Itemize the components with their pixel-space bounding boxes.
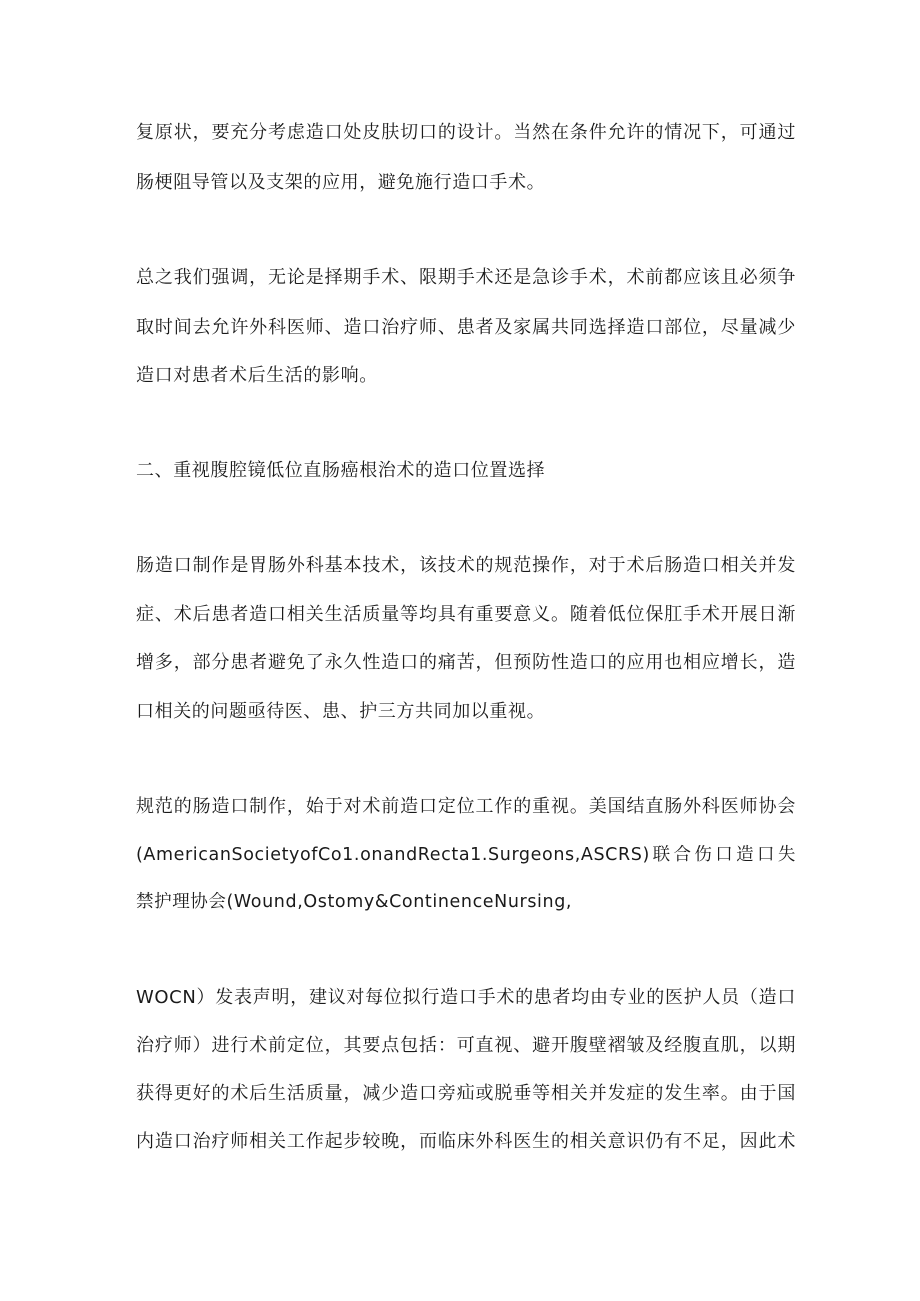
paragraph-5-line-1: WOCN）发表声明，建议对每位拟行造口手术的患者均由专业的医护人员（造口 [136,987,796,1008]
paragraph-3-line-4: 口相关的问题亟待医、患、护三方共同加以重视。 [136,701,546,722]
paragraph-2-line-2: 取时间去允许外科医师、造口治疗师、患者及家属共同选择造口部位，尽量减少 [136,317,796,338]
paragraph-3-line-3: 增多，部分患者避免了永久性造口的痛苦，但预防性造口的应用也相应增长，造 [136,652,796,673]
paragraph-3-line-2: 症、术后患者造口相关生活质量等均具有重要意义。随着低位保肛手术开展日渐 [136,604,796,625]
paragraph-5-line-3: 获得更好的术后生活质量，减少造口旁疝或脱垂等相关并发症的发生率。由于国 [136,1083,796,1104]
paragraph-2-line-1: 总之我们强调，无论是择期手术、限期手术还是急诊手术，术前都应该且必须争 [136,267,796,288]
paragraph-1-line-1: 复原状，要充分考虑造口处皮肤切口的设计。当然在条件允许的情况下，可通过 [136,122,796,143]
paragraph-4-line-1: 规范的肠造口制作，始于对术前造口定位工作的重视。美国结直肠外科医师协会 [136,796,796,817]
paragraph-4-line-3: 禁护理协会(Wound,Ostomy&ContinenceNursing, [136,892,573,912]
paragraph-5-line-4: 内造口治疗师相关工作起步较晚，而临床外科医生的相关意识仍有不足，因此术 [136,1131,796,1152]
paragraph-5-line-2: 治疗师）进行术前定位，其要点包括：可直视、避开腹壁褶皱及经腹直肌，以期 [136,1035,796,1056]
paragraph-3-line-1: 肠造口制作是胃肠外科基本技术，该技术的规范操作，对于术后肠造口相关并发 [136,555,796,576]
paragraph-1-line-2: 肠梗阻导管以及支架的应用，避免施行造口手术。 [136,172,546,193]
paragraph-4-line-2: (AmericanSocietyofCo1.onandRecta1.Surgeons,ASCRS)联合伤口造口失 [136,845,796,865]
section-heading: 二、重视腹腔镜低位直肠癌根治术的造口位置选择 [136,460,546,481]
paragraph-2-line-3: 造口对患者术后生活的影响。 [136,365,378,386]
